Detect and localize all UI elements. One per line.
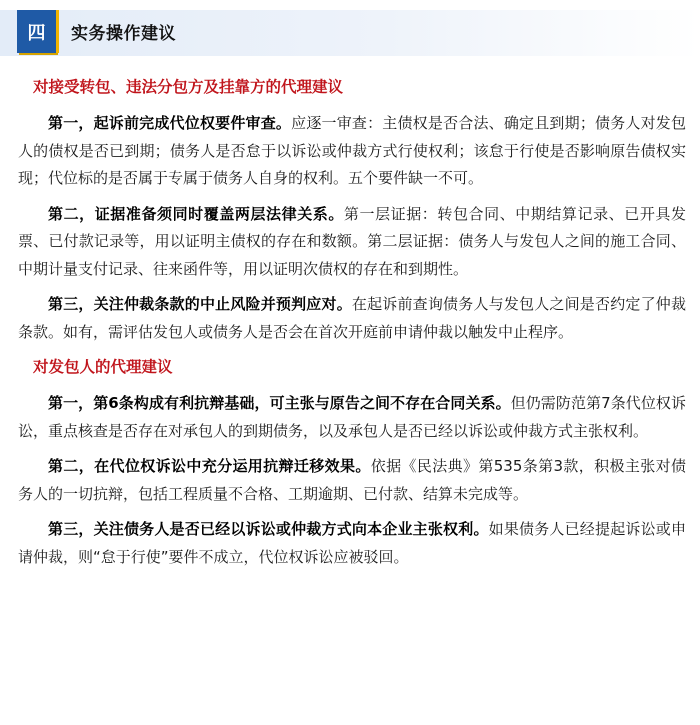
advice-paragraph <box>18 291 686 346</box>
section-title: 实务操作建议 <box>71 24 176 44</box>
article-body <box>18 74 686 571</box>
badge-accent-bar <box>56 10 59 53</box>
advice-text: 在起诉前查询债务人与发包人之间是否约定了仲裁条款。如有，需评估发包人或债务人是否会在首次开庭前申请仲裁以触发中止程序。 <box>18 295 686 341</box>
advice-paragraph <box>18 516 686 571</box>
advice-lead: 第二，在代位权诉讼中充分运用抗辩迁移效果。 <box>48 457 371 475</box>
advice-lead: 第二，证据准备须同时覆盖两层法律关系。 <box>48 204 344 223</box>
advice-text: 应逐一审查：主债权是否合法、确定且到期；债务人对发包人的债权是否已到期；债务人是否怠于以诉讼或仲裁方式行使权利；该怠于行使是否影响原告债权实现；代位标的是否属于专属于债务人自身的权利。五个要件缺一不可。 <box>18 114 686 187</box>
advice-lead: 第一，第6条构成有利抗辩基础，可主张与原告之间不存在合同关系。 <box>48 394 511 412</box>
advice-paragraph <box>18 110 686 193</box>
subheading-employer: 对发包人的代理建议 <box>33 358 173 376</box>
advice-text: 如果债务人已经提起诉讼或申请仲裁，则“怠于行使”要件不成立，代位权诉讼应被驳回。 <box>18 520 686 566</box>
advice-paragraph <box>18 390 686 445</box>
advice-lead: 第三，关注债务人是否已经以诉讼或仲裁方式向本企业主张权利。 <box>48 520 489 538</box>
advice-text: 依据《民法典》第535条第3款，积极主张对债务人的一切抗辩，包括工程质量不合格、工期逾期、已付款、结算未完成等。 <box>18 457 686 503</box>
section-header <box>0 0 700 56</box>
advice-lead: 第一，起诉前完成代位权要件审查。 <box>48 114 292 132</box>
advice-text: 但仍需防范第7条代位权诉讼，重点核查是否存在对承包人的到期债务，以及承包人是否已经以诉讼或仲裁方式主张权利。 <box>18 394 686 440</box>
advice-lead: 第三，关注仲裁条款的中止风险并预判应对。 <box>48 295 352 313</box>
section-number-badge: 四 <box>17 10 56 53</box>
advice-paragraph <box>18 201 686 284</box>
advice-paragraph <box>18 453 686 508</box>
advice-text: 第一层证据：转包合同、中期结算记录、已开具发票、已付款记录等，用以证明主债权的存在和数额。第二层证据：债务人与发包人之间的施工合同、中期计量支付记录、往来函件等，用以证明次债权的存在和到期性。 <box>18 204 686 278</box>
subheading-contractor: 对接受转包、违法分包方及挂靠方的代理建议 <box>33 78 344 96</box>
